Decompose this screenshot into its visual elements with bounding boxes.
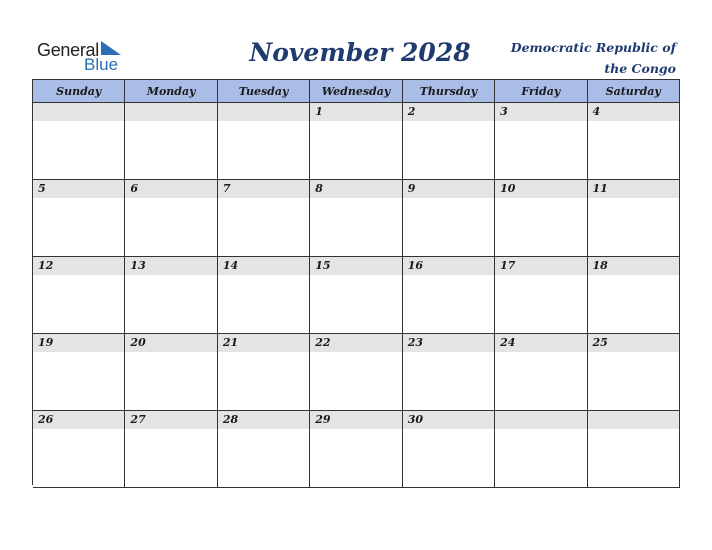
- day-number: 20: [125, 334, 216, 352]
- weekday-header: Thursday: [403, 80, 495, 103]
- day-cell: [588, 180, 680, 257]
- week-row: [33, 180, 680, 257]
- day-cell: [588, 334, 680, 411]
- day-number: 6: [125, 180, 216, 198]
- day-number: 18: [588, 257, 679, 275]
- day-cell: [33, 257, 125, 334]
- day-cell: [403, 411, 495, 488]
- day-cell: [218, 257, 310, 334]
- day-number: 28: [218, 411, 309, 429]
- day-number: 26: [33, 411, 124, 429]
- day-cell: [218, 180, 310, 257]
- day-number: 11: [588, 180, 679, 198]
- day-number: 1: [310, 103, 401, 121]
- weekday-header: Sunday: [33, 80, 125, 103]
- day-cell: [310, 180, 402, 257]
- country-name: [476, 37, 676, 79]
- day-cell: [403, 103, 495, 180]
- day-cell: [33, 411, 125, 488]
- calendar-title: November 2028: [249, 38, 471, 67]
- day-number: 17: [495, 257, 586, 275]
- day-number: 12: [33, 257, 124, 275]
- day-cell: [33, 334, 125, 411]
- weekday-header: Wednesday: [310, 80, 402, 103]
- day-number: 25: [588, 334, 679, 352]
- day-number: 7: [218, 180, 309, 198]
- week-row: [33, 334, 680, 411]
- day-cell: [403, 257, 495, 334]
- day-cell: [588, 411, 680, 488]
- day-number: 29: [310, 411, 401, 429]
- day-number: 21: [218, 334, 309, 352]
- day-number: 2: [403, 103, 494, 121]
- weekday-header: Friday: [495, 80, 587, 103]
- country-line-1: Democratic Republic of: [510, 40, 676, 55]
- day-number: 16: [403, 257, 494, 275]
- day-number: 5: [33, 180, 124, 198]
- day-cell: [495, 103, 587, 180]
- day-cell: [33, 180, 125, 257]
- day-cell: [125, 334, 217, 411]
- day-number: 22: [310, 334, 401, 352]
- logo-text-general: General: [37, 40, 99, 60]
- day-number: [495, 411, 586, 429]
- week-row: [33, 257, 680, 334]
- day-number: [588, 411, 679, 429]
- day-number: 13: [125, 257, 216, 275]
- day-cell: [310, 257, 402, 334]
- day-cell: [588, 257, 680, 334]
- week-row: [33, 103, 680, 180]
- weekday-header: Tuesday: [218, 80, 310, 103]
- week-row: [33, 411, 680, 488]
- day-cell: [125, 180, 217, 257]
- day-cell: [495, 334, 587, 411]
- day-cell: [125, 411, 217, 488]
- day-cell: [495, 411, 587, 488]
- day-number: 9: [403, 180, 494, 198]
- day-cell: [403, 180, 495, 257]
- logo-text-blue: Blue: [84, 55, 119, 74]
- day-cell: [403, 334, 495, 411]
- day-number: 10: [495, 180, 586, 198]
- day-number: 14: [218, 257, 309, 275]
- day-cell: [310, 334, 402, 411]
- logo: [37, 38, 137, 74]
- weekday-header: Monday: [125, 80, 217, 103]
- day-cell: [588, 103, 680, 180]
- day-number: 30: [403, 411, 494, 429]
- day-cell: [125, 257, 217, 334]
- day-cell: [218, 411, 310, 488]
- day-number: 8: [310, 180, 401, 198]
- day-cell: [33, 103, 125, 180]
- day-number: 3: [495, 103, 586, 121]
- day-cell: [310, 103, 402, 180]
- day-number: 24: [495, 334, 586, 352]
- logo-triangle-icon: [101, 41, 121, 57]
- day-cell: [218, 334, 310, 411]
- weekday-header: Saturday: [588, 80, 680, 103]
- day-cell: [218, 103, 310, 180]
- day-number: 23: [403, 334, 494, 352]
- day-cell: [495, 180, 587, 257]
- country-line-2: the Congo: [604, 61, 676, 76]
- day-number: [125, 103, 216, 121]
- day-number: 27: [125, 411, 216, 429]
- day-cell: [310, 411, 402, 488]
- day-number: 19: [33, 334, 124, 352]
- calendar-grid: [32, 79, 680, 485]
- weekday-header-row: [33, 80, 680, 103]
- day-cell: [495, 257, 587, 334]
- day-number: [218, 103, 309, 121]
- day-number: 4: [588, 103, 679, 121]
- day-cell: [125, 103, 217, 180]
- day-number: [33, 103, 124, 121]
- day-number: 15: [310, 257, 401, 275]
